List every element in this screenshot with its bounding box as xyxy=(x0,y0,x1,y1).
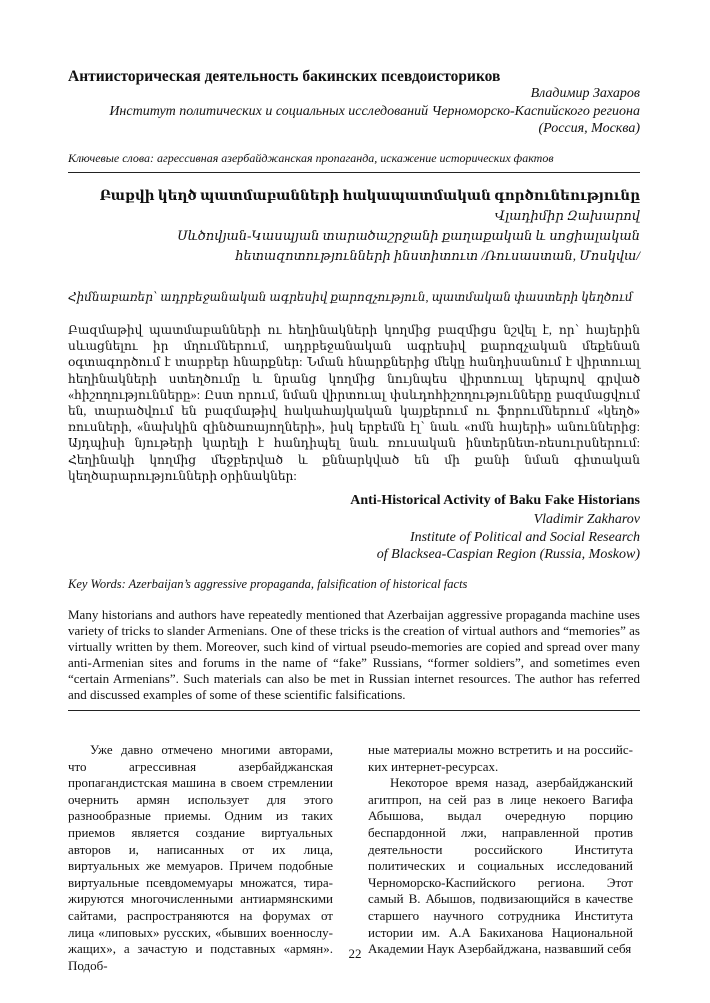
page-number: 22 xyxy=(348,946,362,961)
armenian-abstract: Բազմաթիվ պատմաբանների ու հեղինակների կողմից բազմիցս նշվել է, որ՝ հայերին սևացնելու իր մղումներում, ադրբեջանական ագրեսիվ քարոզչական մեքենան օգտագործում է տարբեր հնարքներ: Նման հնարքներից մեկը հանդիսանում է վիրտուալ հեղինակների ստեղծումը և նրանց կողմից նույնպես վիրտուալ կերպով գրված «հիշողությունները»: Ըստ որում, նման վիրտուալ փսևդոհիշողությունները բազմացվում են, տարածվում են բազմաթիվ հակահայկական կայքերում ու ֆորումներում «կեղծ» ռուսների, «նախկին զինծառայողների», իսկ երբեմն էլ՝ նաև «ոմն հայերի» անուններից: Այդպիսի նյութերի կարելի է հանդիպել նաև ռուսական ինտերնետ-ռեսուրսներում: Հեղինակի կողմից մեջբերված և քննարկված են մի քանի նման գիտական կեղծարարությունների օրինակներ: xyxy=(68,323,640,483)
english-affiliation: Institute of Political and Social Research xyxy=(409,530,640,545)
body-column-left xyxy=(68,742,333,974)
english-keywords: Key Words: Azerbaijan’s aggressive propaganda, falsification of historical facts xyxy=(68,577,468,591)
russian-affiliation-location: (Россия, Москва) xyxy=(538,121,640,136)
body-column-right xyxy=(368,742,633,958)
english-author: Vladimir Zakharov xyxy=(533,512,640,527)
russian-affiliation: Институт политических и социальных исследований Черноморско-Каспийского региона xyxy=(109,104,640,119)
english-abstract: Many historians and authors have repeatedly mentioned that Azerbaijan aggressive propaganda machine uses variety of tricks to slander Armenians. One of these tricks is the creation of virtual authors and “memories” as virtually written by them. Moreover, such kind of virtual pseudo-memories are copied and spread over many anti-Armenian sites and forums in the name of “fake” Russians, “former soldiers”, and sometimes even “certain Armenians”. Such materials can also be met in Russian internet resources. The author has referred and discussed examples of some of these scientific falsifications. xyxy=(68,607,640,702)
divider xyxy=(68,710,640,711)
armenian-affiliation-location: հետազոտությունների ինստիտուտ /Ռուսաստան, Մոսկվա/ xyxy=(235,248,640,263)
russian-title: Антиисторическая деятельность бакинских псевдоисториков xyxy=(68,68,501,85)
english-affiliation-location: of Blacksea-Caspian Region (Russia, Moskow) xyxy=(376,547,640,562)
body-paragraph: ные материалы можно встретить и на российских интернет-ресурсах. xyxy=(368,742,633,774)
armenian-author: Վլադիմիր Զախարով xyxy=(494,208,640,223)
english-title: Anti-Historical Activity of Baku Fake Historians xyxy=(350,493,640,508)
armenian-title: Բաքվի կեղծ պատմաբանների հակապատմական գործունեությունը xyxy=(99,188,640,203)
divider xyxy=(68,172,640,173)
armenian-keywords: Հիմնաբառեր՝ ադրբեջանական ագրեսիվ քարոզչություն, պատմական փաստերի կեղծում xyxy=(68,290,633,304)
armenian-affiliation: Սևծովյան-Կասպյան տարածաշրջանի քաղաքական և սոցիալական xyxy=(177,228,640,243)
body-paragraph: Уже давно отмечено многими авторами, что агрессивная азербайджанская пропагандистская машина в своем стремлении очернить армян использует для этого разнообразные приемы. Одним из таких приемов является создание виртуальных авторов и, написанных от их лица, виртуальных же мемуаров. Причем подобные виртуальные псевдомемуары множатся, тиражируются многочисленными антиармянскими сайтами, распространяются на форумах от лица «липовых» русских, «бывших военнослужащих», а зачастую и подставных «армян». Подоб- xyxy=(68,742,333,973)
body-paragraph: Некоторое время назад, азербайджанский агитпроп, на сей раз в лице некоего Вагифа Абышова, выдал очередную порцию беспардонной лжи, направленной против деятельности российского Института политических и социальных исследований Черноморско-Каспийского региона. Этот самый В. Абышов, подвизающийся в качестве старшего научного сотрудника Института истории им. А.А Бакиханова Национальной Академии Наук Азербайджана, назвавший себя xyxy=(368,775,633,957)
russian-keywords: Ключевые слова: агрессивная азербайджанская пропаганда, искажение исторических фактов xyxy=(68,151,554,165)
russian-author: Владимир Захаров xyxy=(530,86,640,101)
